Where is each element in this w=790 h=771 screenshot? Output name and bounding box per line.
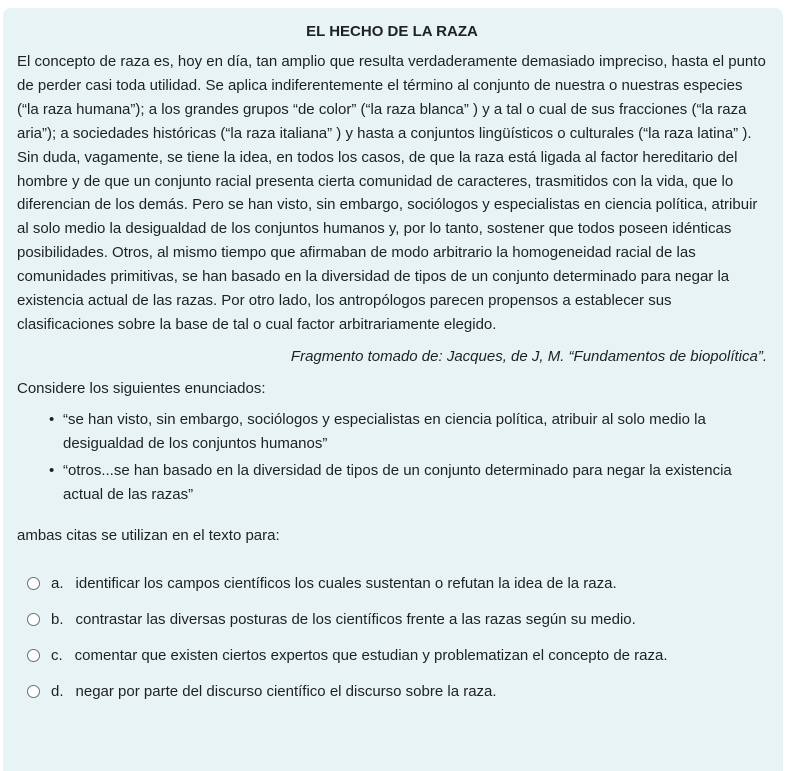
option-letter: b. [51,611,64,629]
radio-button-icon[interactable] [27,577,40,590]
question-stem: ambas citas se utilizan en el texto para: [17,526,280,544]
option-letter: c. [51,647,63,665]
passage-title: EL HECHO DE LA RAZA [306,23,478,40]
quotes-list [17,408,767,507]
statements-prompt: Considere los siguientes enunciados: [17,379,266,397]
option-a[interactable] [17,573,767,595]
option-text: comentar que existen ciertos expertos que estudian y problematizan el concepto de raza. [74,647,668,665]
option-b[interactable] [17,609,767,631]
answer-options [17,573,767,703]
option-c[interactable] [17,645,767,667]
option-letter: d. [51,683,64,701]
option-letter: a. [51,575,64,593]
option-text: identificar los campos científicos los cuales sustentan o refutan la idea de la raza. [75,575,617,593]
bullet-icon: • [49,410,55,428]
quote-text: “se han visto, sin embargo, sociólogos y especialistas en ciencia política, atribuir al solo medio la desigualdad de los conjuntos humanos” [63,410,706,452]
option-text: contrastar las diversas posturas de los científicos frente a las razas según su medio. [75,611,636,629]
bullet-icon: • [49,461,55,479]
quote-text: “otros...se han basado en la diversidad de tipos de un conjunto determinado para negar la existencia actual de las razas” [63,461,732,503]
question-card [3,8,783,771]
radio-button-icon[interactable] [27,613,40,626]
passage-text: El concepto de raza es, hoy en día, tan amplio que resulta verdaderamente demasiado impreciso, hasta el punto de perder casi toda utilidad. Se aplica indiferentemente el término al conjunto de nuestra o nuestras especies (“la raza humana”); a los grandes grupos “de color” (“la raza blanca” ) y a tal o cual de sus fracciones (“la raza aria”); a sociedades históricas (“la raza italiana” ) y hasta a conjuntos lingüísticos o culturales (“la raza latina” ). Sin duda, vagamente, se tiene la idea, en todos los casos, de que la raza está ligada al factor hereditario del hombre y de que un conjunto racial presenta cierta comunidad de caracteres, trasmitidos con la vida, que lo diferencian de los demás. Pero se han visto, sin embargo, sociólogos y especialistas en ciencia política, atribuir al solo medio la desigualdad de los conjuntos humanos y, por lo tanto, sostener que todos poseen idénticas posibilidades. Otros, al mismo tiempo que afirmaban de modo arbitrario la homogeneidad racial de las comunidades primitivas, se han basado en la diversidad de tipos de un conjunto determinado para negar la existencia actual de las razas. Por otro lado, los antropólogos parecen propensos a establecer sus clasificaciones sobre la base de tal o cual factor arbitrariamente elegido. [17,53,766,333]
passage-source: Fragmento tomado de: Jacques, de J, M. “Fundamentos de biopolítica”. [290,347,767,365]
radio-button-icon[interactable] [27,649,40,662]
radio-button-icon[interactable] [27,685,40,698]
quote-item [47,408,767,456]
option-d[interactable] [17,681,767,703]
quote-item [47,459,767,507]
option-text: negar por parte del discurso científico el discurso sobre la raza. [75,683,497,701]
